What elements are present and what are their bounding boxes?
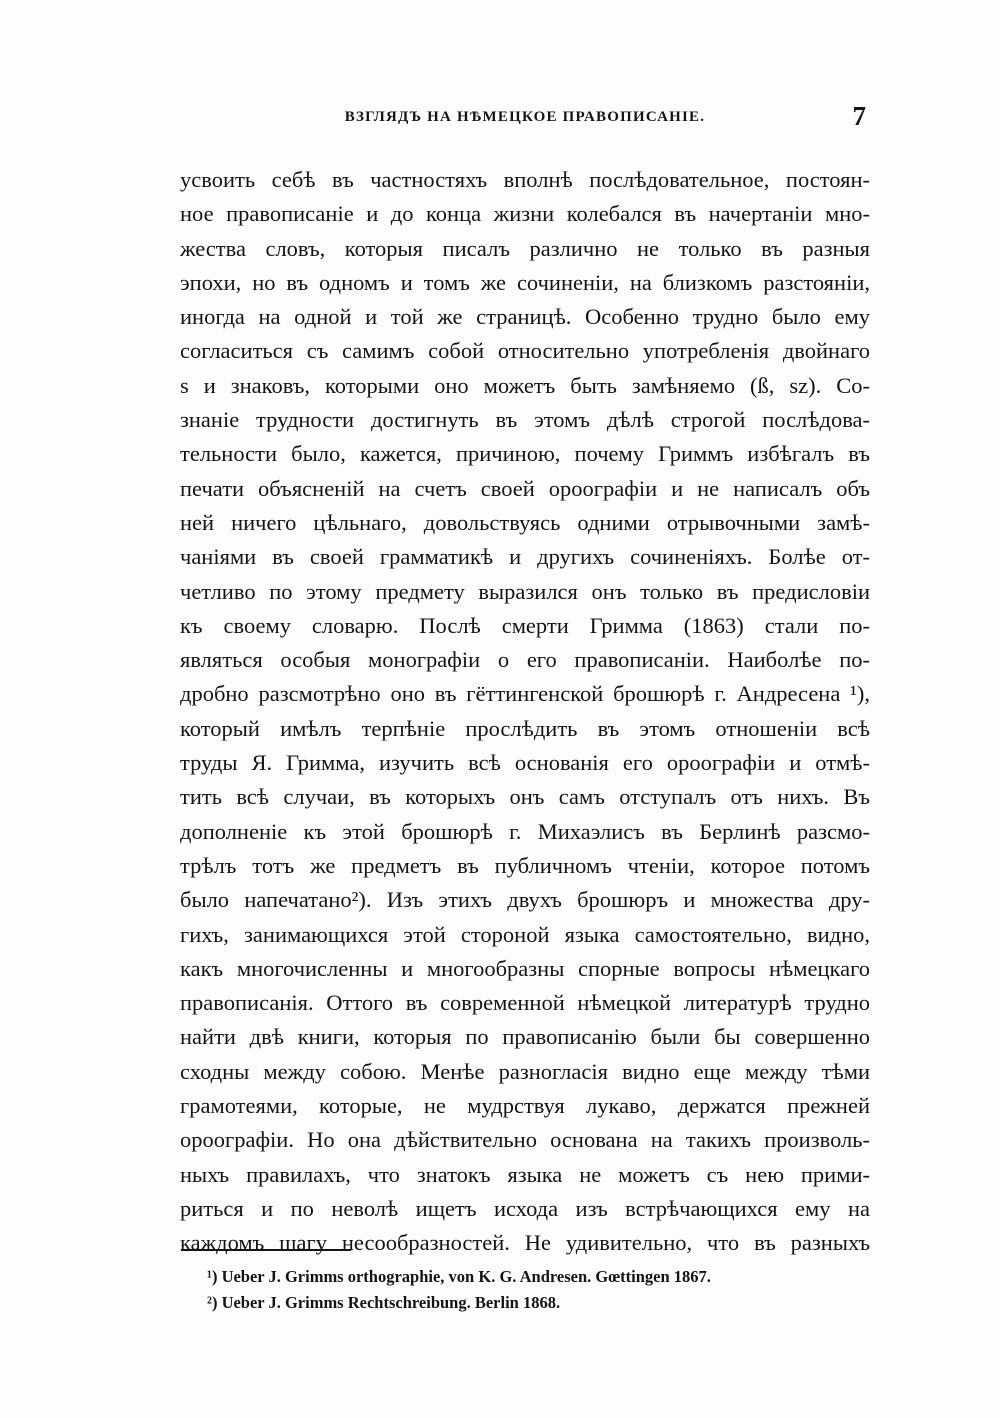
text-line: иногда на одной и той же страницѣ. Особенно трудно было ему	[180, 304, 870, 330]
footnotes	[207, 1264, 857, 1316]
text-line: было напечатано²). Изъ этихъ двухъ брошюръ и множества дру-	[180, 887, 870, 913]
running-title: ВЗГЛЯДЪ НА НѢМЕЦКОЕ ПРАВОПИСАНІЕ.	[344, 109, 706, 125]
text-line: сходны между собою. Менѣе разногласія видно еще между тѣми	[180, 1058, 870, 1084]
text-line: являться особыя монографіи о его правописаніи. Наиболѣе по-	[180, 647, 870, 673]
footnote-rule	[181, 1249, 351, 1251]
page-number: 7	[852, 101, 866, 131]
text-line: ное правописаніе и до конца жизни колебался въ начертаніи мно-	[180, 201, 870, 227]
text-line: эпохи, но въ одномъ и томъ же сочиненіи, на близкомъ разстояніи,	[180, 269, 870, 295]
text-line: усвоить себѣ въ частностяхъ вполнѣ послѣдовательное, постоян-	[180, 167, 870, 192]
text-line: дробно разсмотрѣно оно въ гёттингенской брошюрѣ г. Андресена ¹),	[180, 681, 870, 707]
text-line: гихъ, занимающихся этой стороной языка самостоятельно, видно,	[180, 921, 870, 947]
text-line: s и знаковъ, которыми оно можетъ быть замѣняемо (ß, sz). Со-	[180, 372, 870, 398]
text-line: ороографіи. Но она дѣйствительно основана на такихъ произволь-	[180, 1127, 870, 1153]
footnote-2: ²) Ueber J. Grimms Rechtschreibung. Berlin 1868.	[207, 1293, 561, 1312]
text-line: грамотеями, которые, не мудрствуя лукаво, держатся прежней	[180, 1093, 870, 1119]
text-line: жества словъ, которыя писалъ различно не только въ разныя	[180, 235, 870, 261]
text-line: риться и по неволѣ ищетъ исхода изъ встрѣчающихся ему на	[180, 1195, 870, 1221]
text-line: ныхъ правилахъ, что знатокъ языка не можетъ съ нею прими-	[180, 1161, 870, 1187]
text-line: который имѣлъ терпѣніе прослѣдить въ этомъ отношеніи всѣ	[180, 715, 870, 741]
text-line: тить всѣ случаи, въ которыхъ онъ самъ отступалъ отъ нихъ. Въ	[180, 784, 870, 810]
text-line: четливо по этому предмету выразился онъ только въ предисловіи	[180, 578, 870, 604]
text-line: печати объясненій на счетъ своей ороографіи и не написалъ объ	[180, 475, 870, 501]
text-line: ней ничего цѣльнаго, довольствуясь одними отрывочными замѣ-	[180, 509, 870, 535]
text-line: найти двѣ книги, которыя по правописанію были бы совершенно	[180, 1024, 870, 1050]
text-line: знаніе трудности достигнуть въ этомъ дѣлѣ строгой послѣдова-	[180, 407, 870, 433]
text-line: дополненіе къ этой брошюрѣ г. Михаэлисъ въ Берлинѣ разсмо-	[180, 818, 870, 844]
text-line: труды Я. Гримма, изучить всѣ основанія его ороографіи и отмѣ-	[180, 750, 870, 776]
text-line: какъ многочисленны и многообразны спорные вопросы нѣмецкаго	[180, 955, 870, 981]
text-line: чаніями въ своей грамматикѣ и другихъ сочиненіяхъ. Болѣе от-	[180, 544, 870, 570]
text-line: согласиться съ самимъ собой относительно употребленія двойнаго	[180, 338, 870, 364]
text-line: правописанія. Оттого въ современной нѣмецкой литературѣ трудно	[180, 990, 870, 1016]
text-line: трѣлъ тотъ же предметъ въ публичномъ чтеніи, которое потомъ	[180, 852, 870, 878]
text-line: къ своему словарю. Послѣ смерти Гримма (1863) стали по-	[180, 612, 870, 638]
text-line: каждомъ шагу несообразностей. Не удивительно, что въ разныхъ	[180, 1230, 870, 1256]
footnote-1: ¹) Ueber J. Grimms orthographie, von K. G. Andresen. Gœttingen 1867.	[207, 1267, 711, 1286]
running-head	[180, 103, 870, 137]
body-text	[180, 163, 870, 1261]
text-line: тельности было, кажется, причиною, почему Гриммъ избѣгалъ въ	[180, 441, 870, 467]
